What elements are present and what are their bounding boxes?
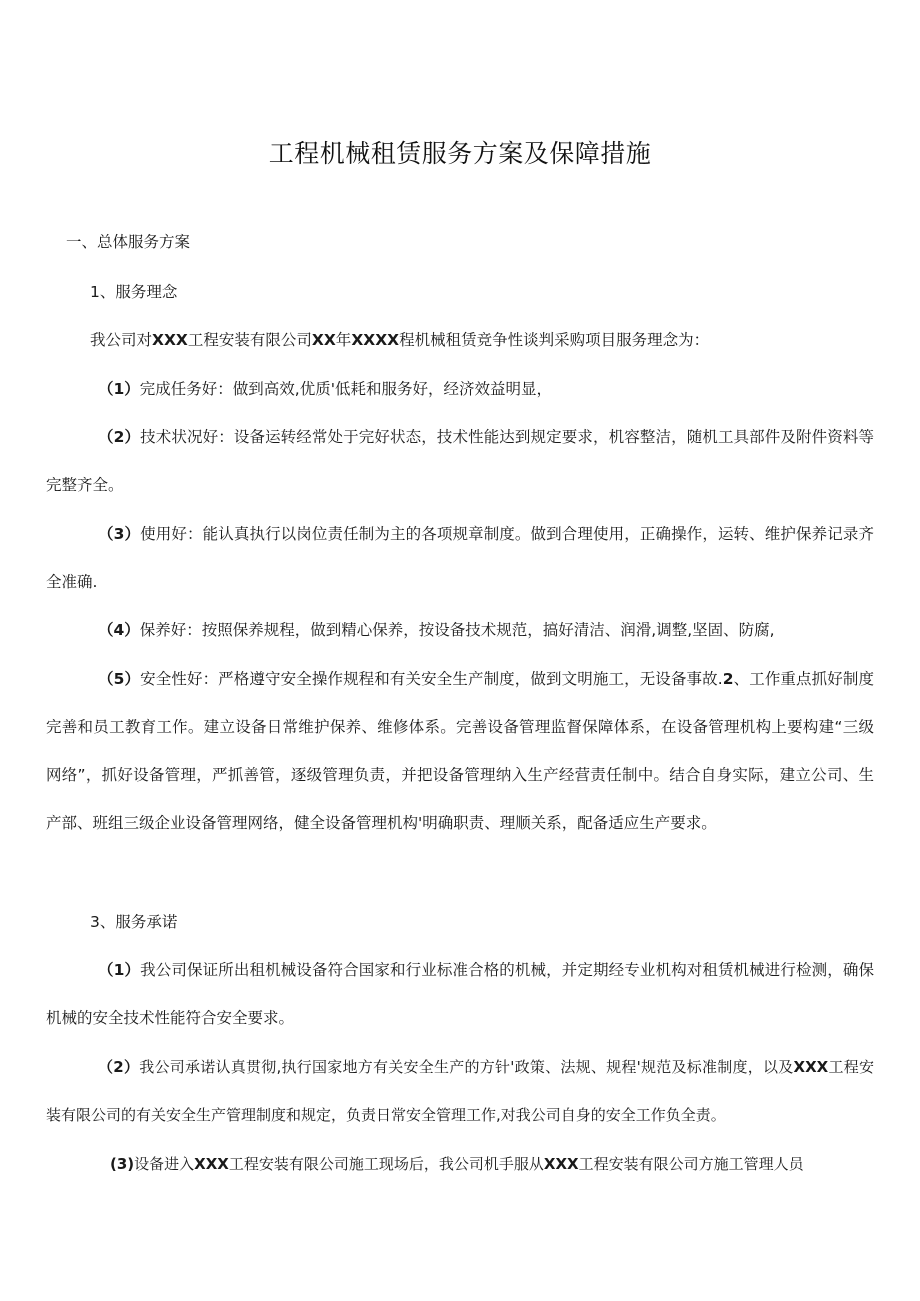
item-1-label: （1）: [98, 380, 140, 398]
intro-text-2: 工程安装有限公司: [187, 331, 312, 349]
commitment-3-text-2: 工程安装有限公司施工现场后，我公司机手服从: [228, 1155, 544, 1173]
commitment-3-placeholder-1: XXX: [194, 1155, 229, 1173]
item-3-text: 使用好：能认真执行以岗位责任制为主的各项规章制度。做到合理使用，正确操作，运转、维护保养记录齐全准确.: [46, 525, 874, 591]
item-4-paragraph: [98, 606, 920, 654]
item-4-label: （4）: [98, 621, 140, 639]
item-5-rest: 、工作重点抓好制度完善和员工教育工作。建立设备日常维护保养、维修体系。完善设备管理监督保障体系，在设备管理机构上要构建“三级网络”，抓好设备管理，严抓善管，逐级管理负责，并把设备管理纳入生产经营责任制中。结合自身实际，建立公司、生产部、班组三级企业设备管理网络，健全设备管理机构'明确职责、理顺关系，配备适应生产要求。: [46, 670, 874, 832]
commitment-2-text-2: 工程安装有限公司的有关安全生产管理制度和规定，负责日常安全管理工作,对我公司自身的安全工作负全责。: [46, 1058, 874, 1124]
item-2-text: 技术状况好：设备运转经常处于完好状态，技术性能达到规定要求，机容整洁，随机工具部件及附件资料等完整齐全。: [46, 428, 874, 494]
intro-placeholder-project: XXXX: [351, 331, 400, 349]
item-3-paragraph: [46, 510, 874, 606]
item-3-label: （3）: [98, 525, 141, 543]
commitment-3-text-1: 设备进入: [134, 1155, 195, 1173]
item-5-label: （5）: [98, 670, 141, 688]
intro-paragraph: [90, 316, 918, 364]
commitment-2-text-1: 我公司承诺认真贯彻,执行国家地方有关安全生产的方针'政策、法规、规程'规范及标准制度，以及: [139, 1058, 794, 1076]
item-5-paragraph: [46, 655, 874, 847]
commitment-2-label: （2）: [98, 1058, 140, 1076]
commitment-2-placeholder: XXX: [793, 1058, 829, 1076]
commitment-1-label: （1）: [98, 961, 141, 979]
item-4-text: 保养好：按照保养规程，做到精心保养，按设备技术规范，搞好清洁、润滑,调整,坚固、防腐,: [139, 621, 775, 639]
section-heading-overall-service-plan: 一、总体服务方案: [66, 233, 191, 251]
subheading-service-commitment: 3、服务承诺: [90, 913, 178, 931]
intro-text-3: 年: [335, 331, 352, 349]
commitment-1-text: 我公司保证所出租机械设备符合国家和行业标准合格的机械，并定期经专业机构对租赁机械进行检测，确保机械的安全技术性能符合安全要求。: [46, 961, 874, 1027]
item-2-paragraph: [46, 413, 874, 509]
intro-placeholder-year: XX: [311, 331, 336, 349]
commitment-3-label: (3): [110, 1155, 135, 1173]
intro-text-4: 程机械租赁竞争性谈判采购项目服务理念为：: [399, 331, 710, 349]
item-2-label: （2）: [98, 428, 141, 446]
commitment-3-paragraph: [110, 1140, 920, 1188]
commitment-3-placeholder-2: XXX: [543, 1155, 579, 1173]
subheading-service-philosophy: 1、服务理念: [90, 283, 178, 301]
document-title: 工程机械租赁服务方案及保障措施: [268, 139, 652, 168]
item-1-text: 完成任务好：做到高效,优质'低耗和服务好，经济效益明显，: [139, 380, 552, 398]
item-5-number: 2: [722, 670, 734, 688]
commitment-3-text-3: 工程安装有限公司方施工管理人员: [578, 1155, 804, 1173]
commitment-2-paragraph: [46, 1043, 874, 1139]
intro-placeholder-company: XXX: [152, 331, 188, 349]
item-1-paragraph: [98, 365, 920, 413]
commitment-1-paragraph: [46, 946, 874, 1042]
intro-text-1: 我公司对: [90, 331, 153, 349]
item-5-text: 安全性好：严格遵守安全操作规程和有关安全生产制度，做到文明施工，无设备事故.: [140, 670, 723, 688]
